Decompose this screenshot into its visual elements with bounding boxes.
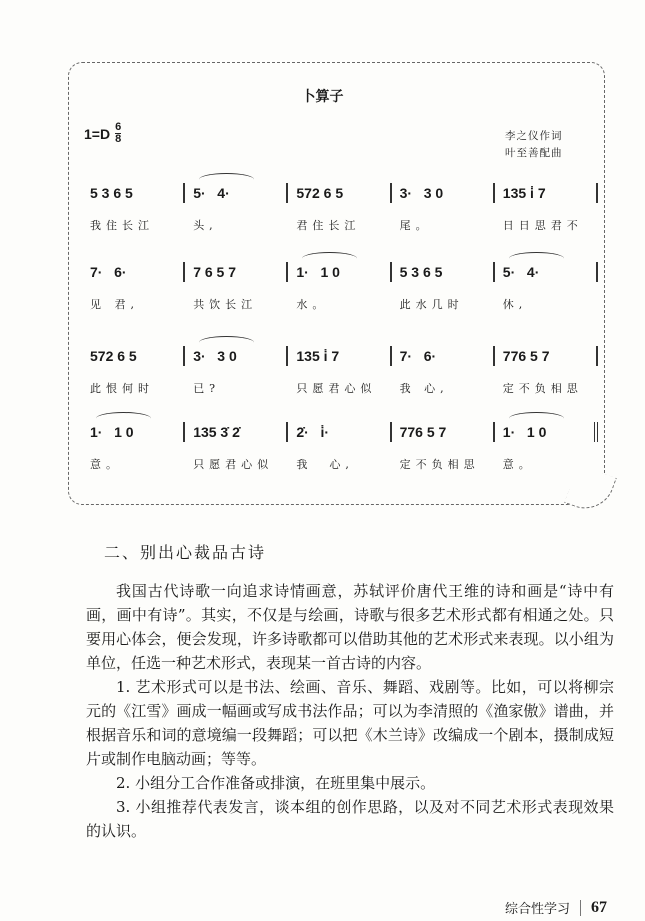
lyric-segment: 共饮长江 <box>193 298 258 311</box>
section-label: 综合性学习 <box>505 902 571 917</box>
intro-paragraph: 我国古代诗歌一向追求诗情画意，苏轼评价唐代王维的诗和画是“诗中有画，画中有诗”。其实，不仅是与绘画，诗歌与很多艺术形式都有相通之处。只要用心体会，便会发现，许多诗歌都可以借助其他的艺术形式来表现。以小组为单位，任选一种艺术形式，表现某一首古诗的内容。 <box>86 582 614 672</box>
measure: 7 6 5 7 <box>185 262 288 282</box>
slur-mark <box>199 173 254 186</box>
item-3: 3. 小组推荐代表发言，谈本组的创作思路，以及对不同艺术形式表现效果的认识。 <box>86 798 614 840</box>
lyric-segment: 见 君, <box>90 298 139 311</box>
page-footer <box>505 898 607 917</box>
lyric-segment: 已? <box>193 382 221 395</box>
score-row <box>82 345 598 396</box>
lyrics-line <box>82 380 598 396</box>
measure: 776 5 7 <box>392 422 495 442</box>
lyric-segment: 只愿君心似 <box>193 458 274 471</box>
notation-line <box>82 261 598 283</box>
measure: 1· 1 0 <box>495 422 598 442</box>
slur-mark <box>302 252 357 265</box>
lyric-segment: 意。 <box>90 458 122 471</box>
measure: 3· 3 0 <box>392 183 495 203</box>
lyric-segment: 日日思君不 <box>502 219 583 232</box>
composer: 叶至善配曲 <box>505 147 563 159</box>
measure: 135 3̇ 2̇ <box>185 422 288 442</box>
notation-line <box>82 345 598 367</box>
measure: 3· 3 0 <box>185 346 288 366</box>
section-heading: 二、别出心裁品古诗 <box>104 543 267 562</box>
score-row <box>82 182 598 233</box>
slur-mark <box>509 252 564 265</box>
slur-mark <box>509 412 564 425</box>
score-row <box>82 421 598 472</box>
lyrics-line <box>82 217 598 233</box>
credits <box>505 128 563 162</box>
key-label: 1=D <box>84 125 111 142</box>
item-1: 1. 艺术形式可以是书法、绘画、音乐、舞蹈、戏剧等。比如，可以将柳宗元的《江雪》画成一幅画或写成书法作品；可以为李清照的《渔家傲》谱曲，并根据音乐和词的意境编一段舞蹈；可以把《木兰诗》改编成一个剧本，摄制成短片或制作电脑动画；等等。 <box>86 678 614 768</box>
measure: 1· 1 0 <box>82 422 185 442</box>
lyric-segment: 定不负相思 <box>399 458 480 471</box>
lyric-segment: 头, <box>193 219 218 232</box>
lyric-segment: 此水几时 <box>399 298 464 311</box>
page-number: 67 <box>591 898 608 916</box>
measure: 5 3 6 5 <box>392 262 495 282</box>
lyric-segment: 我 心, <box>296 458 354 471</box>
lyric-segment: 尾。 <box>399 219 432 232</box>
measure: 572 6 5 <box>288 183 391 203</box>
lyric-segment: 我 心, <box>399 382 449 395</box>
lyric-segment: 定不负相思 <box>502 382 583 395</box>
key-signature <box>84 122 121 145</box>
lyric-segment: 意。 <box>502 458 535 471</box>
notation-line <box>82 421 598 443</box>
measure: 1· 1 0 <box>288 262 391 282</box>
lyric-segment: 水。 <box>296 298 329 311</box>
lyric-segment: 君住长江 <box>296 219 361 232</box>
lyricist: 李之仪作词 <box>505 130 563 142</box>
measure: 7· 6· <box>82 262 185 282</box>
measure: 135 i̇ 7 <box>288 346 391 366</box>
lyric-segment: 此恨何时 <box>90 382 154 395</box>
measure: 135 i̇ 7 <box>495 183 598 203</box>
score-row <box>82 261 598 312</box>
lyric-segment: 休, <box>502 298 528 311</box>
section-body <box>86 579 614 843</box>
time-signature: $\frac{6}{8}$ <box>115 121 122 145</box>
measure: 2̇· i̇· <box>288 422 391 442</box>
item-2: 2. 小组分工合作准备或排演，在班里集中展示。 <box>116 774 436 792</box>
lyrics-line <box>82 456 598 472</box>
slur-mark <box>199 336 254 349</box>
lyric-segment: 只愿君心似 <box>296 382 377 395</box>
measure: 776 5 7 <box>495 346 598 366</box>
measure: 7· 6· <box>392 346 495 366</box>
measure: 5· 4· <box>495 262 598 282</box>
measure: 5 3 6 5 <box>82 183 185 203</box>
footer-divider <box>580 900 581 916</box>
notation-line <box>82 182 598 204</box>
lyric-segment: 我住长江 <box>90 219 154 232</box>
measure: 572 6 5 <box>82 346 185 366</box>
measure: 5· 4· <box>185 183 288 203</box>
song-title: 卜算子 <box>301 89 344 105</box>
slur-mark <box>96 412 151 425</box>
lyrics-line <box>82 296 598 312</box>
